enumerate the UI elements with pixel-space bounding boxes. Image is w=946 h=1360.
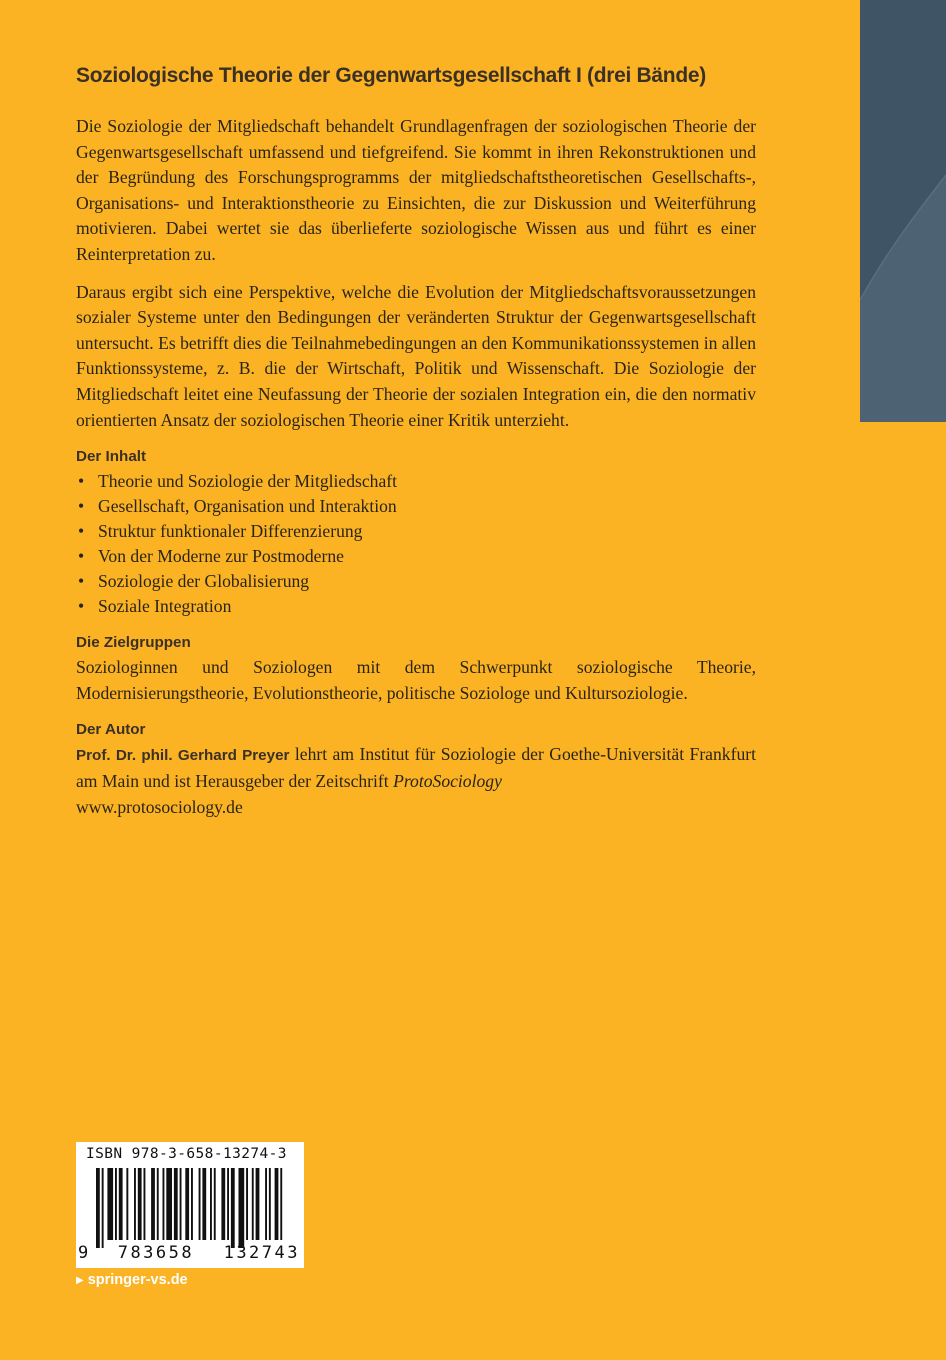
author-text bbox=[76, 742, 756, 820]
barcode-bar bbox=[275, 1168, 279, 1240]
barcode-digit-group: 132743 bbox=[223, 1243, 300, 1263]
bullet-icon: • bbox=[78, 521, 85, 542]
bullet-icon: • bbox=[78, 596, 85, 617]
barcode-bar bbox=[252, 1168, 254, 1240]
barcode-bar bbox=[269, 1168, 271, 1240]
barcode-bar bbox=[107, 1168, 113, 1240]
barcode-bar bbox=[126, 1168, 128, 1240]
barcode-bar bbox=[166, 1168, 172, 1240]
bullet-icon: • bbox=[78, 471, 85, 492]
barcode-bar bbox=[163, 1168, 165, 1240]
barcode-bar bbox=[138, 1168, 142, 1240]
cover-side-panel bbox=[860, 0, 946, 422]
barcode-bar bbox=[265, 1168, 267, 1240]
barcode-bar bbox=[157, 1168, 159, 1240]
barcode-bar bbox=[214, 1168, 216, 1240]
barcode-bar bbox=[246, 1168, 248, 1240]
barcode-digit-group: 9 bbox=[78, 1243, 89, 1263]
audience-text: Soziologinnen und Soziologen mit dem Schwerpunkt soziologische Theorie, Modernisierungstheorie, Evolutionstheorie, politische Soziologe und Kultursoziologie. bbox=[76, 657, 756, 703]
book-title: Soziologische Theorie der Gegenwartsgesellschaft I (drei Bände) bbox=[76, 64, 706, 87]
barcode-bar bbox=[191, 1168, 193, 1240]
list-item: • Von der Moderne zur Postmoderne bbox=[76, 544, 756, 569]
list-item: • Theorie und Soziologie der Mitgliedschaft bbox=[76, 469, 756, 494]
audience-heading: Die Zielgruppen bbox=[76, 634, 191, 652]
isbn-barcode bbox=[76, 1142, 304, 1268]
list-item: • Struktur funktionaler Differenzierung bbox=[76, 519, 756, 544]
barcode-bars bbox=[96, 1168, 284, 1248]
barcode-bar bbox=[202, 1168, 206, 1240]
barcode-bar bbox=[174, 1168, 178, 1240]
author-bio: lehrt am Institut für Soziologie der Goethe-Universität Frankfurt am Main und ist Herausgeber der Zeitschrift bbox=[76, 744, 756, 791]
barcode-bar bbox=[96, 1168, 100, 1248]
barcode-bar bbox=[227, 1168, 229, 1240]
barcode-bar bbox=[239, 1168, 245, 1248]
barcode-bar bbox=[134, 1168, 136, 1240]
publisher-link[interactable] bbox=[76, 1272, 188, 1288]
author-name: Prof. Dr. phil. Gerhard Preyer bbox=[76, 747, 290, 765]
list-item: • Soziale Integration bbox=[76, 594, 756, 619]
barcode-bar bbox=[210, 1168, 212, 1240]
decorative-curve bbox=[860, 0, 946, 422]
publisher-link-label: springer-vs.de bbox=[87, 1272, 188, 1288]
barcode-bar bbox=[256, 1168, 260, 1240]
back-cover-text bbox=[76, 60, 756, 820]
bullet-icon: • bbox=[78, 496, 85, 517]
contents-heading: Der Inhalt bbox=[76, 448, 147, 466]
author-website: www.protosociology.de bbox=[76, 796, 243, 817]
isbn-label: ISBN 978-3-658-13274-3 bbox=[86, 1146, 287, 1162]
barcode-bar bbox=[119, 1168, 123, 1240]
bullet-icon: • bbox=[78, 571, 85, 592]
contents-list bbox=[76, 469, 756, 619]
barcode-digits bbox=[78, 1243, 300, 1263]
author-heading: Der Autor bbox=[76, 721, 146, 739]
barcode-bar bbox=[102, 1168, 104, 1248]
list-item: • Soziologie der Globalisierung bbox=[76, 569, 756, 594]
barcode-bar bbox=[185, 1168, 189, 1240]
barcode-bar bbox=[180, 1168, 182, 1240]
description-paragraph-1: Die Soziologie der Mitgliedschaft behandelt Grundlagenfragen der soziologischen Theorie der Gegenwartsgesellschaft umfassend und tiefgreifend. Sie kommt in ihren Rekonstruktionen und der Begründung des Forschungsprogramms der mitgliedschaftstheoretischen Gesellschafts-, Organisations- und Interaktionstheorie zu Einsichten, die zur Diskussion und Weiterführung motivieren. Dabei wertet sie das überlieferte soziologische Wissen aus und führt es einer Reinterpretation zu. bbox=[76, 116, 756, 264]
barcode-bar bbox=[231, 1168, 235, 1248]
journal-name: ProtoSociology bbox=[393, 770, 502, 791]
bullet-icon: • bbox=[78, 546, 85, 567]
barcode-bar bbox=[115, 1168, 117, 1240]
barcode-digit-group: 783658 bbox=[117, 1243, 195, 1263]
barcode-bar bbox=[199, 1168, 201, 1240]
barcode-bar bbox=[144, 1168, 146, 1240]
list-item: • Gesellschaft, Organisation und Interaktion bbox=[76, 494, 756, 519]
barcode-bar bbox=[151, 1168, 155, 1240]
barcode-bar bbox=[280, 1168, 282, 1240]
description-paragraph-2: Daraus ergibt sich eine Perspektive, welche die Evolution der Mitgliedschaftsvoraussetzungen sozialer Systeme unter den Bedingungen der veränderten Struktur der Gegenwartsgesellschaft untersucht. Es betrifft dies die Teilnahmebedingungen an den Kommunikationssystemen in allen Funktionssysteme, z. B. die der Wirtschaft, Politik und Wissenschaft. Die Soziologie der Mitgliedschaft leitet eine Neufassung der Theorie der sozialen Integration ein, die den normativ orientierten Ansatz der soziologischen Theorie einer Kritik unterzieht. bbox=[76, 281, 756, 430]
right-triangle-icon: ▶ bbox=[76, 1275, 84, 1286]
barcode-bar bbox=[221, 1168, 225, 1240]
